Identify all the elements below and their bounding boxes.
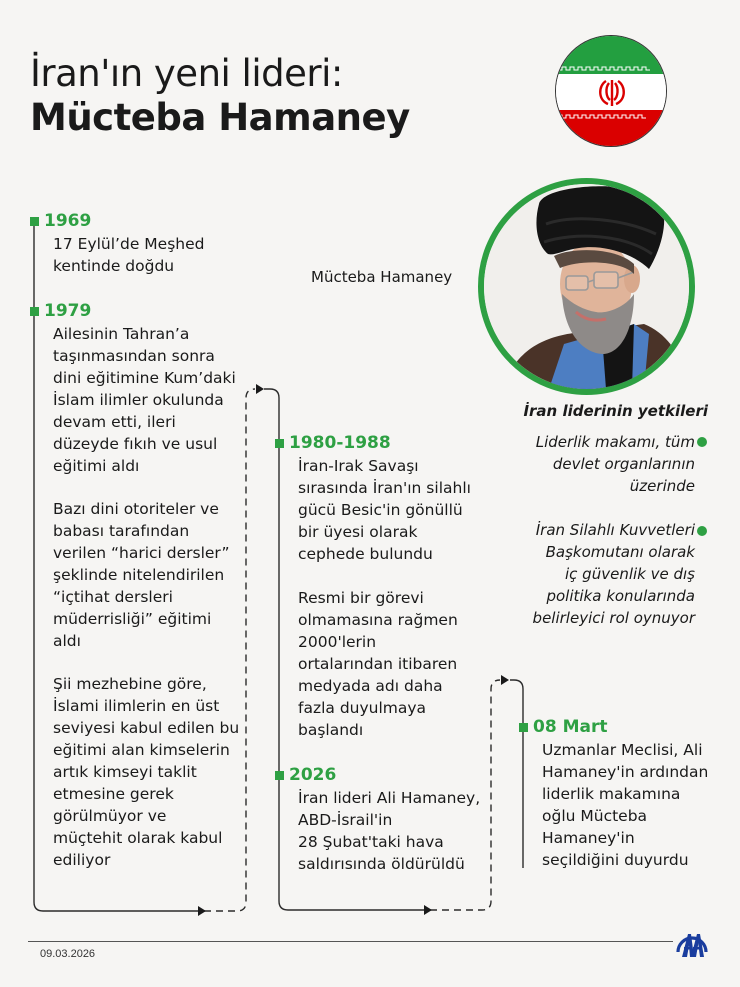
aa-logo-icon <box>674 922 710 958</box>
event-year: 2026 <box>289 765 337 785</box>
event-text: İran lideri Ali Hamaney, ABD-İsrail'in 28 Şubat'taki hava saldırısında öldürüldü <box>298 789 481 873</box>
event-year: 1979 <box>44 301 92 321</box>
timeline-event-2026 <box>275 765 336 785</box>
timeline-marker-icon <box>275 771 284 780</box>
timeline-marker-icon <box>275 439 284 448</box>
event-text: Bazı dini otoriteler ve babası tarafından verilen “harici dersler” şeklinde nitelendirilen “içtihat dersleri müderrisliği” eğitimi aldı <box>53 500 230 650</box>
event-text: Resmi bir görevi olmamasına rağmen 2000'lerin ortalarından itibaren medyada adı daha fazla duyulmaya başlandı <box>298 589 458 739</box>
timeline-event-1969 <box>30 211 91 231</box>
event-year: 1980-1988 <box>289 433 391 453</box>
event-text: Uzmanlar Meclisi, Ali Hamaney'in ardından liderlik makamına oğlu Mücteba Hamaney'in seçildiğini duyurdu <box>542 741 709 869</box>
timeline-event-1979 <box>30 301 91 321</box>
footer-date: 09.03.2026 <box>40 948 96 960</box>
page-title-line2: Mücteba Hamaney <box>30 96 410 139</box>
bullet-dot-icon <box>697 437 707 447</box>
power-item: Liderlik makamı, tüm devlet organlarının üzerinde <box>535 433 695 495</box>
timeline-event-08-mart <box>519 717 607 737</box>
power-item: İran Silahlı Kuvvetleri Başkomutanı olarak iç güvenlik ve dış politika konularında belirleyici rol oynuyor <box>532 521 695 627</box>
event-text: Ailesinin Tahran’a taşınmasından sonra dini eğitimine Kum’daki İslam ilimler okulunda devam etti, ileri düzeyde fıkıh ve usul eğitimi aldı <box>53 325 236 475</box>
timeline-marker-icon <box>30 307 39 316</box>
powers-title: İran liderinin yetkileri <box>523 402 708 420</box>
event-text: 17 Eylül’de Meşhed kentinde doğdu <box>53 235 205 275</box>
event-year: 1969 <box>44 211 92 231</box>
event-year: 08 Mart <box>533 717 608 737</box>
event-text: Şii mezhebine göre, İslami ilimlerin en üst seviyesi kabul edilen bu eğitimi alan kimselerin artık kimseyi taklit etmesine gerek görülmüyor ve müçtehit olarak kabul ediliyor <box>53 675 240 869</box>
bullet-dot-icon <box>697 526 707 536</box>
page-title-line1: İran'ın yeni lideri: <box>30 52 343 95</box>
timeline-marker-icon <box>30 217 39 226</box>
timeline-event-1980-1988 <box>275 433 391 453</box>
footer-divider <box>28 941 673 942</box>
timeline-marker-icon <box>519 723 528 732</box>
event-text: İran-Irak Savaşı sırasında İran'ın silahlı gücü Besic'in gönüllü bir üyesi olarak cephede bulundu <box>298 457 471 563</box>
portrait-caption: Mücteba Hamaney <box>311 268 453 286</box>
